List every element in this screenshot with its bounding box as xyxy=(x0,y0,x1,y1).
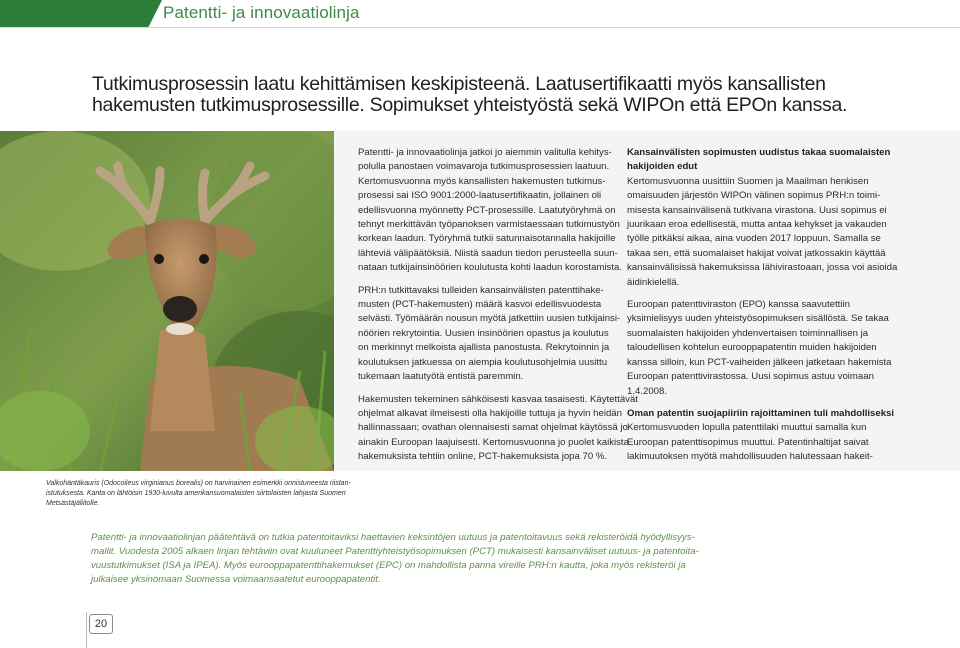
text-line: Kertomusvuoden lopulla patenttilaki muuttui samalla kun xyxy=(627,422,867,434)
section-color-tip xyxy=(148,0,162,28)
text-line: taloudellisen kohtelun eurooppapatentin muiden hakijoiden xyxy=(627,342,877,354)
caption-line: istutuksesta. Kanta on lähtöisin 1930-luvulta amerikansuomalaisten siirtolaisten lahjasta Suomen xyxy=(46,490,346,497)
text-line: kanssa silloin, kun PCT-vaiheiden jälkeen jatketaan hakemista xyxy=(627,356,892,368)
text-line: edellisvuonna myönnetty PCT-prosessille. Laatutyöryhmä on xyxy=(358,204,616,216)
text-line: tukemaan laatutyötä entistä paremmin. xyxy=(358,371,524,383)
text-line: tehnyt merkittävän työpanoksen varmistaessaan tutkimustyön xyxy=(358,219,620,231)
text-line: polulla panostaen voimavaroja tutkimusprosessien laatuun. xyxy=(358,161,610,173)
paragraph xyxy=(358,284,621,385)
text-line: hakemuksista tehtiin online, PCT-hakemuksista jopa 70 %. xyxy=(358,451,608,463)
intro-line: vuustutkimukset (ISA ja IPEA). Myös eurooppapatenttihakemukset (EPC) on mahdollista panna vireille PRH:n kautta, joka myös rekisteröi ja xyxy=(91,560,686,571)
text-line: Euroopan patenttivirastossa. Uusi sopimus astuu voimaan xyxy=(627,371,874,383)
paragraph xyxy=(358,146,622,276)
text-line: juurikaan eroa edellisestä, mutta antaa kehykset ja vakauden xyxy=(627,219,887,231)
text-line: PRH:n tutkittavaksi tulleiden kansainvälisten patenttihake- xyxy=(358,284,604,296)
text-line: korkean laadun. Työryhmä tutkii satunnaisotannalla hakijoille xyxy=(358,233,616,245)
text-line: suomalaisten hakijoiden yhdenvertaisen toiminnallisen ja xyxy=(627,327,869,339)
text-line: ainakin Euroopan laajuisesti. Kertomusvuonna jo puolet kaikista xyxy=(358,436,629,448)
section-color-strip xyxy=(0,0,148,28)
text-line: 1.4.2008. xyxy=(627,385,668,397)
page-number: 20 xyxy=(89,614,113,634)
text-line: nataan tutkijainsinöörien koulutusta kohti laadun korostamista. xyxy=(358,262,622,274)
text-line: Kertomusvuonna uusittiin Suomen ja Maailman henkisen xyxy=(627,175,869,187)
page-number-rule xyxy=(86,612,87,648)
text-line: on merkinnyt melkoista ajallista panostusta. Rekrytoinnin ja xyxy=(358,342,610,354)
text-line: omaisuuden järjestön WIPOn välinen sopimus PRH:n toimi- xyxy=(627,190,881,202)
text-line: ohjelmat alkavat ilmeisesti olla hakijoille tuttuja ja hyvin heidän xyxy=(358,407,622,419)
paragraph xyxy=(627,146,898,290)
paragraph xyxy=(627,298,892,399)
text-line: Hakemusten tekeminen sähköisesti kasvaa tasaisesti. Käytettävät xyxy=(358,393,638,405)
section-rule xyxy=(0,27,960,28)
text-column-right xyxy=(627,146,898,472)
text-line: musten (PCT-hakemusten) määrä kasvoi edellisvuodesta xyxy=(358,299,602,311)
text-line: koulutuksen jatkuessa on aiempia koulutusohjelmia uusittu xyxy=(358,356,608,368)
subheading: Kansainvälisten sopimusten uudistus takaa suomalaisten xyxy=(627,147,891,158)
text-line: Euroopan patenttiviraston (EPO) kanssa saavutettiin xyxy=(627,299,850,311)
text-line: Kertomusvuonna myös kansallisten hakemusten tutkimus- xyxy=(358,175,606,187)
text-line: hallinnassaan; ovathan olennaisesti samat ohjelmat käytössä jo xyxy=(358,422,628,434)
headline-line: hakemusten tutkimusprosessille. Sopimukset yhteistyöstä sekä WIPOn että EPOn kanssa. xyxy=(92,94,848,116)
deer-image xyxy=(0,131,334,471)
text-line: lähteviä välipäätöksiä. Niistä saadun tiedon perusteella suun- xyxy=(358,247,618,259)
intro-line: julkaisee yksinomaan Suomessa voimaansaatetut eurooppapatentit. xyxy=(91,574,381,585)
intro-line: Patentti- ja innovaatiolinjan päätehtävä on tutkia patentoitaviksi haettavien keksintöjen uutuus ja patentoitavuus sekä rekisteröidä hyödyllisyys- xyxy=(91,532,695,543)
text-line: lakimuutoksen myötä mahdollisuuden halutessaan hakeit- xyxy=(627,451,873,463)
text-line: selvästi. Työmäärän nousun myötä jatkettiin uusien tutkijainsi- xyxy=(358,313,621,325)
caption-line: Valkohäntäkauris (Odocoileus virginianus borealis) on harvinainen esimerkki onnistuneesta riistan- xyxy=(46,480,351,487)
deer-photo xyxy=(0,131,334,471)
text-line: prosessi sai ISO 9001:2000-laatusertifikaatin, jollainen oli xyxy=(358,190,602,202)
headline-line: Tutkimusprosessin laatu kehittämisen keskipisteenä. Laatusertifikaatti myös kansallisten xyxy=(92,73,826,95)
subheading: Oman patentin suojapiiriin rajoittaminen tuli mahdolliseksi xyxy=(627,407,895,419)
section-header xyxy=(0,0,960,28)
intro-paragraph xyxy=(91,531,699,587)
text-line: työlle pitkäksi aikaa, aina vuoden 2017 loppuun. Samalla se xyxy=(627,233,881,245)
page-headline xyxy=(92,74,852,116)
text-line: yksimielisyys uuden yhteistyösopimuksen sisällöstä. Se takaa xyxy=(627,313,889,325)
paragraph xyxy=(627,407,895,465)
text-line: takaa sen, että suomalaiset hakijat voivat jatkossakin käyttää xyxy=(627,247,886,259)
text-line: kansainvälisissä hakemuksissa lähivirastoaan, jossa voi asioida xyxy=(627,262,898,274)
text-line: Euroopan patenttisopimus muuttui. Patentinhaltijat saivat xyxy=(627,436,869,448)
caption-line: Metsästäjäliitolle. xyxy=(46,500,100,507)
text-line: Patentti- ja innovaatiolinja jatkoi jo aiemmin valitulla kehitys- xyxy=(358,147,612,158)
paragraph xyxy=(358,393,638,465)
text-line: äidinkielellä. xyxy=(627,276,680,288)
photo-caption xyxy=(46,479,351,509)
subheading: hakijoiden edut xyxy=(627,161,698,173)
section-title: Patentti- ja innovaatiolinja xyxy=(163,3,360,22)
intro-line: mallit. Vuodesta 2005 alkaen linjan tehtäviin ovat kuuluneet Patenttiyhteistyösopimuksen (PCT) mukaisesti kansainväliset uutuus- ja patentoita- xyxy=(91,546,699,557)
text-column-left xyxy=(358,146,638,472)
text-line: nöörien rekrytointia. Uusien insinöörien opastus ja koulutus xyxy=(358,327,609,339)
text-line: misesta kansainvälisenä tutkivana virastona. Uusi sopimus ei xyxy=(627,204,887,216)
